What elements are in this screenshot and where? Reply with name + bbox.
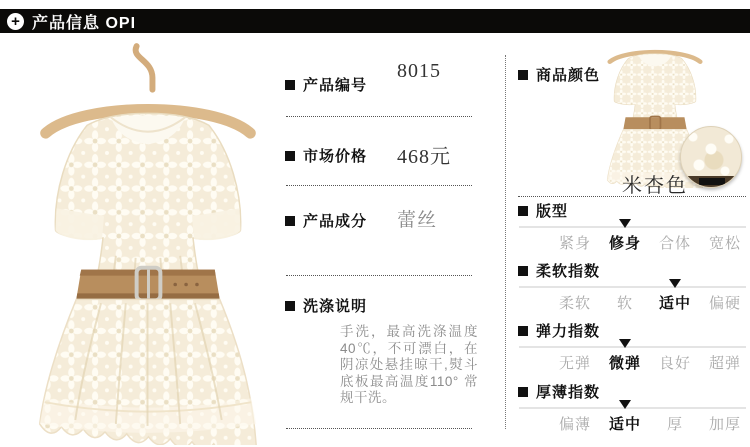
index-options-row [550, 352, 750, 373]
index-option: 偏硬 [708, 295, 741, 312]
index-title-text: 版型 [536, 203, 569, 220]
selected-marker-icon [619, 400, 631, 409]
index-section-header [518, 381, 600, 402]
section-title: 产品信息 OPI [32, 14, 137, 32]
square-bullet-icon [285, 151, 295, 161]
index-option: 软 [616, 295, 633, 312]
attributes-column [518, 33, 748, 447]
square-bullet-icon [518, 387, 528, 397]
index-scale-line [519, 226, 746, 228]
spec-label-text: 产品成分 [303, 213, 368, 230]
index-option: 良好 [658, 355, 691, 372]
index-options-row [550, 292, 750, 313]
index-option: 宽松 [708, 235, 741, 252]
softness-index-section [518, 260, 748, 316]
square-bullet-icon [518, 70, 528, 80]
square-bullet-icon [518, 266, 528, 276]
product-photo [12, 33, 284, 445]
selected-marker-icon [619, 219, 631, 228]
square-bullet-icon [518, 326, 528, 336]
dress-illustration [12, 33, 284, 445]
spec-value-market-price: 468元 [397, 146, 451, 168]
index-option: 适中 [658, 295, 691, 312]
selected-marker-icon [669, 279, 681, 288]
index-option: 合体 [658, 235, 691, 252]
spec-label-composition [285, 210, 367, 231]
color-name-label: 米杏色 [622, 175, 688, 197]
divider [286, 185, 472, 186]
spec-label-market-price [285, 145, 367, 166]
index-option: 紧身 [558, 235, 591, 252]
index-scale-line [519, 407, 746, 409]
index-option: 微弹 [608, 355, 641, 372]
index-options-row [550, 413, 750, 434]
spec-label-text: 市场价格 [303, 148, 368, 165]
color-section-header [518, 64, 600, 85]
index-option: 超弹 [708, 355, 741, 372]
fit-index-section [518, 200, 748, 256]
divider [518, 196, 746, 197]
washing-instructions: 手洗，最高洗涤温度40℃，不可漂白，在阴凉处悬挂晾干,熨斗底板最高温度110° 常规干洗。 [340, 324, 478, 405]
index-section-header [518, 200, 568, 221]
section-title-text: 商品颜色 [536, 67, 601, 84]
index-title-text: 厚薄指数 [536, 384, 601, 401]
spec-label-text: 产品编号 [303, 77, 368, 94]
thickness-index-section [518, 381, 748, 437]
index-title-text: 弹力指数 [536, 323, 601, 340]
divider [286, 428, 472, 429]
index-section-header [518, 260, 600, 281]
plus-circle-icon: + [7, 13, 24, 30]
spec-value-product-code: 8015 [397, 60, 441, 82]
column-divider [505, 55, 506, 429]
index-option: 修身 [608, 235, 641, 252]
square-bullet-icon [285, 80, 295, 90]
index-scale-line [519, 346, 746, 348]
spec-value-composition: 蕾丝 [397, 210, 438, 231]
index-title-text: 柔软指数 [536, 263, 601, 280]
divider [286, 275, 472, 276]
spec-label-washing [285, 295, 367, 316]
spec-list [285, 33, 478, 447]
index-option: 柔软 [558, 295, 591, 312]
spec-label-text: 洗涤说明 [303, 298, 368, 315]
index-option: 加厚 [708, 416, 741, 433]
square-bullet-icon [285, 301, 295, 311]
divider [286, 116, 472, 117]
index-option: 无弹 [558, 355, 591, 372]
index-option: 偏薄 [558, 416, 591, 433]
selected-marker-icon [619, 339, 631, 348]
square-bullet-icon [518, 206, 528, 216]
square-bullet-icon [285, 216, 295, 226]
index-options-row [550, 232, 750, 253]
index-scale-line [519, 286, 746, 288]
index-option: 适中 [608, 416, 641, 433]
elasticity-index-section [518, 320, 748, 376]
index-section-header [518, 320, 600, 341]
section-header-bar [0, 9, 750, 33]
index-option: 厚 [666, 416, 683, 433]
spec-label-product-code [285, 74, 367, 95]
